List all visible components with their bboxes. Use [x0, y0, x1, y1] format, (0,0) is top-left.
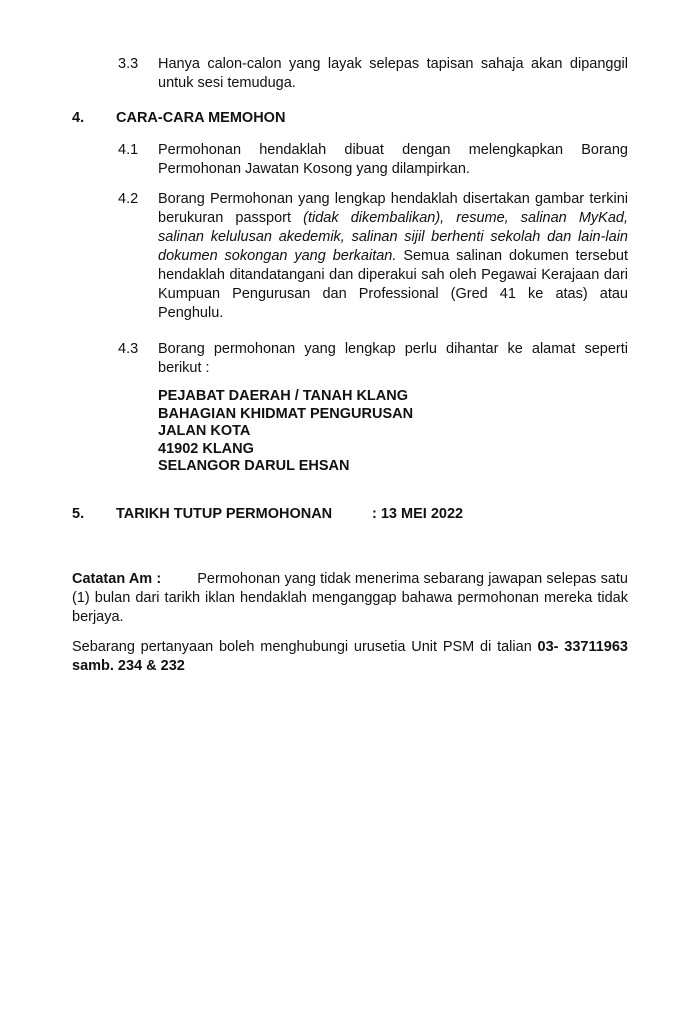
- address-line-3: JALAN KOTA: [158, 423, 251, 439]
- contact-phone: 03- 33711963 samb. 234 & 232: [72, 639, 628, 674]
- section-number-4: 4.: [72, 110, 85, 126]
- item-text-3-3: Hanya calon-calon yang layak selepas tapisan sahaja akan dipanggil untuk sesi temuduga.: [158, 56, 628, 91]
- item-number-4-3: 4.3: [118, 341, 139, 357]
- note-text: Permohonan yang tidak menerima sebarang jawapan selepas satu (1) bulan dari tarikh iklan hendaklah menganggap bahawa permohonan mereka tidak berjaya.: [72, 571, 628, 625]
- item-4-2-italic-list: (tidak dikembalikan), resume, salinan MyKad, salinan kelulusan akedemik, salinan sijil berhenti sekolah dan lain-lain dokumen sokongan yang berkaitan.: [158, 210, 629, 264]
- item-4-2-part2: Semua salinan dokumen tersebut hendaklah ditandatangani dan diperakui sah oleh Pegawai Kerajaan dari Kumpuan Pengurusan dan Professional (Gred 41 ke atas) atau Penghulu.: [158, 248, 628, 321]
- item-text-4-3: Borang permohonan yang lengkap perlu dihantar ke alamat seperti berikut :: [158, 341, 628, 376]
- address-line-1: PEJABAT DAERAH / TANAH KLANG: [158, 388, 408, 404]
- note-label: Catatan Am :: [72, 571, 162, 587]
- item-number-4-2: 4.2: [118, 191, 139, 207]
- item-text-4-1: Permohonan hendaklah dibuat dengan melengkapkan Borang Permohonan Jawatan Kosong yang dilampirkan.: [158, 142, 628, 177]
- general-note: [72, 570, 628, 627]
- contact-info: [72, 638, 628, 676]
- section-number-5: 5.: [72, 506, 85, 522]
- item-text-4-2: [158, 190, 628, 323]
- address-line-5: SELANGOR DARUL EHSAN: [158, 458, 350, 474]
- item-number-3-3: 3.3: [118, 56, 139, 72]
- contact-text: Sebarang pertanyaan boleh menghubungi urusetia Unit PSM di talian: [72, 639, 538, 655]
- address-line-2: BAHAGIAN KHIDMAT PENGURUSAN: [158, 405, 414, 422]
- section-title-5: TARIKH TUTUP PERMOHONAN: [116, 506, 333, 522]
- item-4-2-part1: Borang Permohonan yang lengkap hendaklah disertakan gambar terkini berukuran passport: [158, 191, 628, 226]
- closing-date: : 13 MEI 2022: [372, 506, 464, 522]
- item-number-4-1: 4.1: [118, 142, 139, 158]
- section-title-4: CARA-CARA MEMOHON: [116, 110, 286, 126]
- mailing-address: [158, 388, 413, 476]
- address-line-4: 41902 KLANG: [158, 440, 254, 457]
